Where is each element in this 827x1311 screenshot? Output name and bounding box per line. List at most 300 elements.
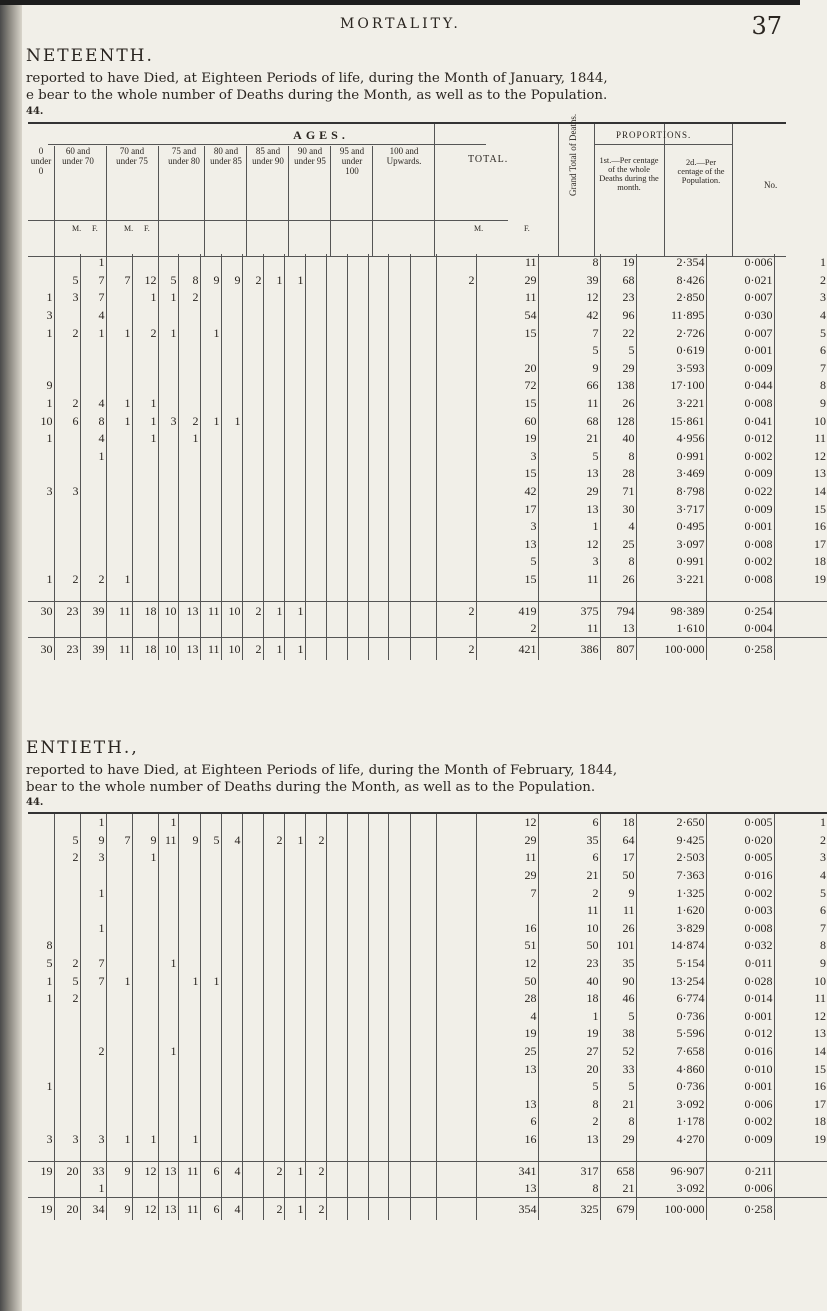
table-cell bbox=[263, 342, 284, 360]
table-cell bbox=[106, 254, 132, 272]
table-cell bbox=[388, 849, 410, 867]
table-cell bbox=[132, 518, 158, 536]
table-cell bbox=[242, 1131, 263, 1149]
table-cell: 6 bbox=[774, 342, 827, 360]
table-cell bbox=[221, 884, 242, 902]
table-row bbox=[28, 1060, 827, 1078]
table-cell bbox=[178, 553, 200, 571]
table-cell bbox=[106, 500, 132, 518]
table-cell: 11 bbox=[538, 395, 600, 413]
table-cell bbox=[132, 920, 158, 938]
row-separator bbox=[28, 588, 827, 602]
table-cell: 3·717 bbox=[636, 500, 706, 518]
table-cell bbox=[132, 571, 158, 589]
table-cell bbox=[178, 1008, 200, 1026]
table-cell bbox=[263, 1078, 284, 1096]
table-cell bbox=[326, 602, 347, 620]
table-cell bbox=[242, 342, 263, 360]
table-cell bbox=[436, 884, 476, 902]
table-cell bbox=[132, 1008, 158, 1026]
table-cell: 21 bbox=[538, 430, 600, 448]
table-cell bbox=[410, 602, 436, 620]
table-cell bbox=[54, 307, 80, 325]
table-cell bbox=[263, 620, 284, 638]
table-cell bbox=[200, 377, 221, 395]
table-cell bbox=[436, 813, 476, 832]
table-cell bbox=[54, 1008, 80, 1026]
table-cell bbox=[326, 553, 347, 571]
table-cell: 6 bbox=[200, 1198, 221, 1221]
table-cell: 1 bbox=[263, 638, 284, 661]
table-cell bbox=[368, 620, 388, 638]
table-row bbox=[28, 536, 827, 554]
table-cell: 13 bbox=[774, 465, 827, 483]
table-cell: 13 bbox=[600, 620, 636, 638]
table-row bbox=[28, 972, 827, 990]
table-cell: 9 bbox=[80, 832, 106, 850]
table-cell bbox=[305, 518, 326, 536]
table-cell bbox=[410, 465, 436, 483]
table-cell bbox=[242, 395, 263, 413]
table-cell bbox=[158, 483, 178, 501]
table-cell: 2·850 bbox=[636, 289, 706, 307]
table-cell bbox=[347, 955, 368, 973]
table-cell: 9 bbox=[178, 832, 200, 850]
table-cell bbox=[221, 902, 242, 920]
table-cell bbox=[284, 1025, 305, 1043]
table-cell bbox=[305, 937, 326, 955]
table-cell: 2 bbox=[538, 884, 600, 902]
table-cell bbox=[347, 813, 368, 832]
table-cell bbox=[326, 448, 347, 466]
table-cell bbox=[200, 1096, 221, 1114]
table-cell bbox=[368, 483, 388, 501]
table-cell bbox=[80, 990, 106, 1008]
table-cell: 4 bbox=[221, 1198, 242, 1221]
table-cell bbox=[305, 289, 326, 307]
table-cell: 20 bbox=[476, 360, 538, 378]
table-cell: 2 bbox=[263, 1162, 284, 1180]
table-cell: 96 bbox=[600, 307, 636, 325]
table-cell bbox=[263, 884, 284, 902]
table-cell bbox=[263, 289, 284, 307]
table-cell bbox=[221, 1008, 242, 1026]
table-cell: 8·426 bbox=[636, 272, 706, 290]
table-cell: 1 bbox=[263, 602, 284, 620]
table-cell bbox=[326, 536, 347, 554]
table-cell bbox=[242, 483, 263, 501]
table-cell bbox=[368, 1025, 388, 1043]
table-cell bbox=[388, 448, 410, 466]
table-cell bbox=[347, 377, 368, 395]
subtotal-row bbox=[28, 620, 827, 638]
age-group-0: 0 under 0 bbox=[30, 146, 52, 176]
table-cell: 386 bbox=[538, 638, 600, 661]
table-cell bbox=[347, 342, 368, 360]
table-cell bbox=[132, 813, 158, 832]
table-cell bbox=[347, 902, 368, 920]
table-cell: 3 bbox=[54, 1131, 80, 1149]
table-cell bbox=[284, 342, 305, 360]
table-cell: 29 bbox=[476, 272, 538, 290]
table-cell bbox=[305, 920, 326, 938]
table-cell bbox=[436, 518, 476, 536]
table-cell bbox=[263, 571, 284, 589]
age-group-90: 90 and under 95 bbox=[294, 146, 326, 166]
table-cell bbox=[410, 430, 436, 448]
table-cell bbox=[326, 832, 347, 850]
table-cell: 5 bbox=[54, 972, 80, 990]
table-cell bbox=[284, 254, 305, 272]
table-cell bbox=[158, 1113, 178, 1131]
table-cell bbox=[388, 465, 410, 483]
table-cell: 0·002 bbox=[706, 1113, 774, 1131]
table-cell: 3 bbox=[46, 1131, 53, 1146]
table-cell: 2 bbox=[54, 324, 80, 342]
table-cell: 12 bbox=[476, 813, 538, 832]
age-group-75: 75 and under 80 bbox=[168, 146, 200, 166]
table-cell: 8 bbox=[538, 1096, 600, 1114]
table-cell bbox=[132, 972, 158, 990]
table-cell bbox=[326, 307, 347, 325]
table-cell: 2 bbox=[305, 1162, 326, 1180]
table-cell bbox=[263, 1060, 284, 1078]
table-cell bbox=[106, 1078, 132, 1096]
table-row bbox=[28, 1096, 827, 1114]
table-cell bbox=[388, 1096, 410, 1114]
table-cell: 1·178 bbox=[636, 1113, 706, 1131]
table-cell: 2 bbox=[178, 289, 200, 307]
table-cell bbox=[106, 920, 132, 938]
table-cell bbox=[347, 1162, 368, 1180]
table-cell: 1 bbox=[80, 920, 106, 938]
table-cell bbox=[158, 884, 178, 902]
table-cell bbox=[158, 1008, 178, 1026]
table-cell bbox=[28, 1060, 54, 1078]
table-cell bbox=[368, 395, 388, 413]
table-cell bbox=[305, 571, 326, 589]
table-cell bbox=[221, 1113, 242, 1131]
table-cell: 100·000 bbox=[636, 1198, 706, 1221]
page-top-edge bbox=[0, 0, 800, 5]
table-cell bbox=[221, 536, 242, 554]
table-cell: 7 bbox=[774, 360, 827, 378]
table-cell bbox=[436, 483, 476, 501]
proportions-label: PROPORTIONS. bbox=[616, 130, 692, 140]
table-cell: 60 bbox=[476, 412, 538, 430]
table-cell bbox=[106, 990, 132, 1008]
table-cell bbox=[158, 1060, 178, 1078]
table-cell bbox=[242, 1043, 263, 1061]
table-cell: 0·016 bbox=[706, 1043, 774, 1061]
table-cell: 9 bbox=[132, 832, 158, 850]
table-cell bbox=[158, 360, 178, 378]
table-cell: 1 bbox=[200, 324, 221, 342]
table-cell: 29 bbox=[538, 483, 600, 501]
table-cell bbox=[54, 360, 80, 378]
table-cell bbox=[368, 289, 388, 307]
table-cell bbox=[106, 465, 132, 483]
table-cell bbox=[263, 553, 284, 571]
table-cell bbox=[347, 307, 368, 325]
table-cell bbox=[263, 1025, 284, 1043]
table-cell bbox=[221, 849, 242, 867]
table-cell bbox=[305, 1131, 326, 1149]
table-cell: 72 bbox=[476, 377, 538, 395]
table-cell bbox=[347, 1060, 368, 1078]
table-cell: 4·270 bbox=[636, 1131, 706, 1149]
table-cell: 0·258 bbox=[706, 1198, 774, 1221]
table-cell bbox=[284, 1078, 305, 1096]
table-cell bbox=[106, 867, 132, 885]
table-cell bbox=[347, 602, 368, 620]
table-cell bbox=[178, 937, 200, 955]
table-cell bbox=[263, 849, 284, 867]
table-cell: 1 bbox=[132, 395, 158, 413]
table-cell: 30 bbox=[600, 500, 636, 518]
table-cell: 1 bbox=[284, 638, 305, 661]
table-cell bbox=[326, 272, 347, 290]
table-cell bbox=[263, 955, 284, 973]
table-cell: 10 bbox=[221, 638, 242, 661]
table-cell: 3 bbox=[774, 289, 827, 307]
table-cell bbox=[54, 867, 80, 885]
table-cell bbox=[106, 1025, 132, 1043]
table-cell: 10 bbox=[538, 920, 600, 938]
table-cell bbox=[347, 884, 368, 902]
table-cell bbox=[436, 620, 476, 638]
table-cell bbox=[305, 254, 326, 272]
table-cell bbox=[436, 1131, 476, 1149]
table-cell bbox=[326, 1025, 347, 1043]
table-cell bbox=[347, 972, 368, 990]
table-cell: 21 bbox=[538, 867, 600, 885]
table-cell bbox=[178, 884, 200, 902]
table-cell: 5 bbox=[538, 342, 600, 360]
total-label: TOTAL. bbox=[468, 154, 509, 165]
table-cell bbox=[388, 1078, 410, 1096]
table-cell bbox=[347, 553, 368, 571]
table-cell bbox=[388, 412, 410, 430]
table-cell: 16 bbox=[476, 1131, 538, 1149]
table-cell bbox=[347, 1198, 368, 1221]
table-cell bbox=[132, 955, 158, 973]
table-cell bbox=[284, 536, 305, 554]
table-cell: 8 bbox=[538, 1180, 600, 1198]
table-cell bbox=[178, 465, 200, 483]
table-cell bbox=[305, 307, 326, 325]
table-cell bbox=[305, 1008, 326, 1026]
table-cell: 50 bbox=[600, 867, 636, 885]
table-cell bbox=[410, 412, 436, 430]
table-cell bbox=[368, 307, 388, 325]
table-cell bbox=[158, 518, 178, 536]
table-cell bbox=[436, 955, 476, 973]
table-cell bbox=[263, 483, 284, 501]
table-cell: 1 bbox=[158, 813, 178, 832]
table-cell bbox=[28, 1008, 54, 1026]
table-cell: 11 bbox=[200, 638, 221, 661]
table-cell bbox=[326, 1008, 347, 1026]
table-cell: 0·009 bbox=[706, 465, 774, 483]
table-cell: 0·991 bbox=[636, 448, 706, 466]
table-cell bbox=[200, 307, 221, 325]
table-cell bbox=[284, 1180, 305, 1198]
table-cell: 27 bbox=[538, 1043, 600, 1061]
table-cell bbox=[368, 254, 388, 272]
table-cell bbox=[436, 920, 476, 938]
table-cell bbox=[221, 1131, 242, 1149]
table-cell: 3 bbox=[538, 553, 600, 571]
table-cell: 1 bbox=[200, 412, 221, 430]
table-cell: 10 bbox=[158, 602, 178, 620]
table-cell bbox=[54, 448, 80, 466]
table-cell: 1 bbox=[106, 324, 132, 342]
table-cell bbox=[221, 553, 242, 571]
table-cell: 7 bbox=[106, 272, 132, 290]
table-cell: 4 bbox=[774, 867, 827, 885]
table-cell: 2 bbox=[54, 849, 80, 867]
table-cell bbox=[178, 867, 200, 885]
table-cell: 1 bbox=[46, 325, 53, 340]
table-cell bbox=[221, 1180, 242, 1198]
table-cell bbox=[326, 813, 347, 832]
table-cell bbox=[368, 518, 388, 536]
table-cell: 1 bbox=[132, 1131, 158, 1149]
table-cell bbox=[200, 1043, 221, 1061]
table-cell: 7 bbox=[538, 324, 600, 342]
table-cell bbox=[242, 412, 263, 430]
table-cell: 5 bbox=[476, 553, 538, 571]
table-cell bbox=[368, 832, 388, 850]
table-cell bbox=[132, 483, 158, 501]
table-cell: 9 bbox=[46, 378, 53, 393]
table-cell: 4 bbox=[600, 518, 636, 536]
table-cell: 35 bbox=[538, 832, 600, 850]
table-cell: 14 bbox=[774, 1043, 827, 1061]
table-cell: 18 bbox=[132, 638, 158, 661]
table-cell: 0·005 bbox=[706, 849, 774, 867]
table-cell bbox=[178, 620, 200, 638]
table-cell: 0·008 bbox=[706, 536, 774, 554]
table-cell: 3·092 bbox=[636, 1180, 706, 1198]
table-cell: 98·389 bbox=[636, 602, 706, 620]
table-cell: 25 bbox=[600, 536, 636, 554]
table-cell: 21 bbox=[600, 1180, 636, 1198]
table-cell bbox=[178, 360, 200, 378]
table-cell bbox=[200, 430, 221, 448]
table-cell bbox=[221, 1025, 242, 1043]
table-cell bbox=[284, 500, 305, 518]
table-cell bbox=[368, 1180, 388, 1198]
table-cell bbox=[305, 500, 326, 518]
table-cell bbox=[242, 1025, 263, 1043]
table-cell bbox=[388, 254, 410, 272]
table-cell bbox=[410, 867, 436, 885]
table-cell bbox=[200, 395, 221, 413]
table-cell: 6 bbox=[200, 1162, 221, 1180]
table-row bbox=[28, 412, 827, 430]
table-cell: 19 bbox=[774, 571, 827, 589]
table-row bbox=[28, 1131, 827, 1149]
table-cell bbox=[305, 849, 326, 867]
table-cell: 1 bbox=[46, 1079, 53, 1094]
age-group-60: 60 and under 70 bbox=[62, 146, 94, 166]
table-cell bbox=[347, 412, 368, 430]
table-cell bbox=[242, 955, 263, 973]
table-cell: 13 bbox=[158, 1162, 178, 1180]
table-cell: 0·211 bbox=[706, 1162, 774, 1180]
table-cell bbox=[347, 448, 368, 466]
table-cell: 10 bbox=[40, 413, 53, 428]
table-cell bbox=[388, 867, 410, 885]
table-cell bbox=[347, 849, 368, 867]
table-cell bbox=[326, 884, 347, 902]
table-cell: 26 bbox=[600, 920, 636, 938]
table-cell bbox=[200, 254, 221, 272]
table-cell: 0·009 bbox=[706, 500, 774, 518]
table-cell bbox=[347, 867, 368, 885]
table-cell: 1 bbox=[132, 849, 158, 867]
table-cell: 2 bbox=[263, 1198, 284, 1221]
table-cell bbox=[436, 1025, 476, 1043]
table-cell bbox=[158, 395, 178, 413]
table-cell bbox=[347, 638, 368, 661]
table-cell bbox=[388, 324, 410, 342]
table-cell: 6 bbox=[54, 412, 80, 430]
january-mortality-table bbox=[28, 254, 827, 660]
table-cell: 0·495 bbox=[636, 518, 706, 536]
table-cell: 1 bbox=[200, 972, 221, 990]
table-cell bbox=[388, 377, 410, 395]
table-cell bbox=[388, 813, 410, 832]
table-cell: 19 bbox=[28, 1198, 54, 1221]
table-row bbox=[28, 920, 827, 938]
table-cell: 1 bbox=[132, 289, 158, 307]
table-cell bbox=[326, 483, 347, 501]
table-cell bbox=[326, 620, 347, 638]
table-cell bbox=[326, 395, 347, 413]
table-cell bbox=[54, 920, 80, 938]
table-cell: 39 bbox=[80, 602, 106, 620]
table-cell bbox=[106, 937, 132, 955]
table-cell bbox=[263, 1131, 284, 1149]
table-cell bbox=[410, 1198, 436, 1221]
table-cell: 1 bbox=[106, 395, 132, 413]
grand-total-row bbox=[28, 1198, 827, 1221]
table-cell bbox=[132, 1025, 158, 1043]
table-cell bbox=[368, 990, 388, 1008]
table-cell: 2 bbox=[178, 412, 200, 430]
table-cell bbox=[388, 307, 410, 325]
table-cell: 0·016 bbox=[706, 867, 774, 885]
table-cell bbox=[284, 884, 305, 902]
table-cell: 34 bbox=[80, 1198, 106, 1221]
section-caption-january-1: reported to have Died, at Eighteen Periods of life, during the Month of January, 1844, bbox=[26, 71, 608, 86]
table-cell bbox=[221, 972, 242, 990]
table-cell bbox=[305, 324, 326, 342]
table-cell bbox=[242, 937, 263, 955]
table-cell bbox=[80, 1096, 106, 1114]
table-cell bbox=[305, 377, 326, 395]
table-cell bbox=[263, 1180, 284, 1198]
table-cell bbox=[106, 955, 132, 973]
table-cell bbox=[347, 1180, 368, 1198]
table-cell bbox=[347, 1043, 368, 1061]
table-row bbox=[28, 867, 827, 885]
table-cell bbox=[347, 1131, 368, 1149]
table-cell bbox=[106, 289, 132, 307]
